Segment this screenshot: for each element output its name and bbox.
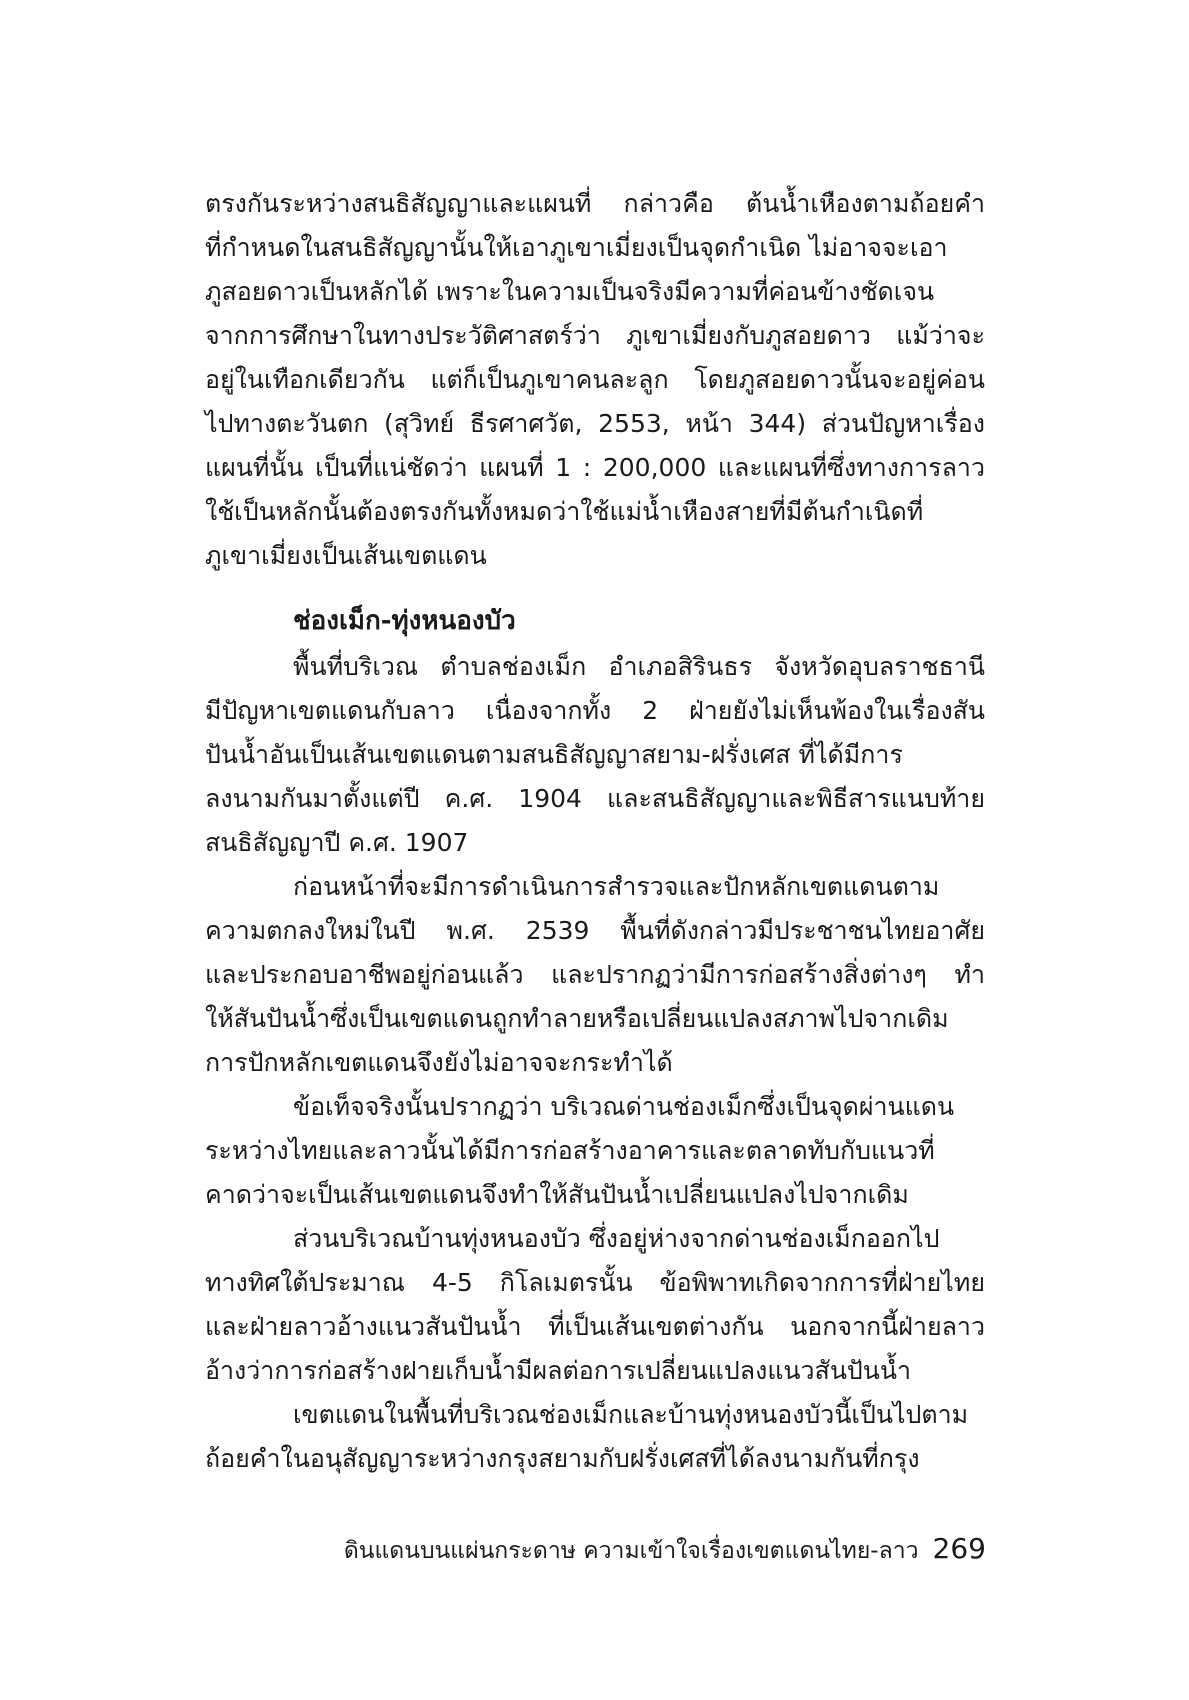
text-line: ปันน้ำอันเป็นเส้นเขตแดนตามสนธิสัญญาสยาม-ฝรั่งเศส ที่ได้มีการ [205, 740, 903, 769]
text-line: ไปทางตะวันตก (สุวิทย์ ธีรศาศวัต, 2553, หน้า 344) ส่วนปัญหาเรื่อง [205, 409, 985, 438]
text-line: ถ้อยคำในอนุสัญญาระหว่างกรุงสยามกับฝรั่งเศสที่ได้ลงนามกันที่กรุง [205, 1444, 920, 1473]
text-line: จากการศึกษาในทางประวัติศาสตร์ว่า ภูเขาเมี่ยงกับภูสอยดาว แม้ว่าจะ [205, 321, 986, 350]
section-heading: ช่องเม็ก-ทุ่งหนองบัว [293, 606, 516, 636]
text-line: ภูสอยดาวเป็นหลักได้ เพราะในความเป็นจริงมีความที่ค่อนข้างชัดเจน [205, 277, 935, 306]
section-body [205, 645, 985, 1481]
text-line: ระหว่างไทยและลาวนั้นได้มีการก่อสร้างอาคารและตลาดทับกับแนวที่ [205, 1136, 935, 1165]
text-line: ตรงกันระหว่างสนธิสัญญาและแผนที่ กล่าวคือ ต้นน้ำเหืองตามถ้อยคำ [205, 189, 985, 218]
text-line: การปักหลักเขตแดนจึงยังไม่อาจจะกระทำได้ [205, 1048, 673, 1077]
page-number: 269 [932, 1532, 986, 1565]
text-line: คาดว่าจะเป็นเส้นเขตแดนจึงทำให้สันปันน้ำเปลี่ยนแปลงไปจากเดิม [205, 1180, 909, 1209]
text-line: อ้างว่าการก่อสร้างฝายเก็บน้ำมีผลต่อการเปลี่ยนแปลงแนวสันปันน้ำ [205, 1356, 911, 1385]
text-line: สนธิสัญญาปี ค.ศ. 1907 [205, 828, 469, 857]
text-line: ที่กำหนดในสนธิสัญญานั้นให้เอาภูเขาเมี่ยงเป็นจุดกำเนิด ไม่อาจจะเอา [205, 233, 948, 262]
footer-book-title: ดินแดนบนแผ่นกระดาษ ความเข้าใจเรื่องเขตแดนไทย-ลาว [343, 1538, 919, 1564]
text-line: พื้นที่บริเวณ ตำบลช่องเม็ก อำเภอสิรินธร จังหวัดอุบลราชธานี [293, 652, 985, 681]
text-line: เขตแดนในพื้นที่บริเวณช่องเม็กและบ้านทุ่งหนองบัวนี้เป็นไปตาม [293, 1400, 969, 1429]
text-line: และประกอบอาชีพอยู่ก่อนแล้ว และปรากฏว่ามีการก่อสร้างสิ่งต่างๆ ทำ [205, 960, 986, 989]
text-line: ลงนามกันมาตั้งแต่ปี ค.ศ. 1904 และสนธิสัญญาและพิธีสารแนบท้าย [205, 784, 985, 813]
text-line: มีปัญหาเขตแดนกับลาว เนื่องจากทั้ง 2 ฝ่ายยังไม่เห็นพ้องในเรื่องสัน [205, 696, 986, 725]
text-line: ส่วนบริเวณบ้านทุ่งหนองบัว ซึ่งอยู่ห่างจากด่านช่องเม็กออกไป [293, 1224, 940, 1253]
text-line: ก่อนหน้าที่จะมีการดำเนินการสำรวจและปักหลักเขตแดนตาม [293, 872, 940, 901]
text-line: ทางทิศใต้ประมาณ 4-5 กิโลเมตรนั้น ข้อพิพาทเกิดจากการที่ฝ่ายไทย [205, 1268, 985, 1297]
text-line: ภูเขาเมี่ยงเป็นเส้นเขตแดน [205, 541, 487, 570]
running-footer [344, 1529, 986, 1571]
text-line: ให้สันปันน้ำซึ่งเป็นเขตแดนถูกทำลายหรือเปลี่ยนแปลงสภาพไปจากเดิม [205, 1004, 949, 1033]
text-line: ใช้เป็นหลักนั้นต้องตรงกันทั้งหมดว่าใช้แม่น้ำเหืองสายที่มีต้นกำเนิดที่ [205, 497, 924, 526]
text-line: และฝ่ายลาวอ้างแนวสันปันน้ำ ที่เป็นเส้นเขตต่างกัน นอกจากนี้ฝ่ายลาว [205, 1312, 986, 1341]
text-line: แผนที่นั้น เป็นที่แน่ชัดว่า แผนที่ 1 : 200,000 และแผนที่ซึ่งทางการลาว [205, 453, 985, 482]
text-line: ข้อเท็จจริงนั้นปรากฏว่า บริเวณด่านช่องเม็กซึ่งเป็นจุดผ่านแดน [293, 1092, 955, 1121]
paragraph-continuation [205, 182, 985, 578]
text-line: ความตกลงใหม่ในปี พ.ศ. 2539 พื้นที่ดังกล่าวมีประชาชนไทยอาศัย [205, 916, 985, 945]
text-line: อยู่ในเทือกเดียวกัน แต่ก็เป็นภูเขาคนละลูก โดยภูสอยดาวนั้นจะอยู่ค่อน [205, 365, 985, 394]
